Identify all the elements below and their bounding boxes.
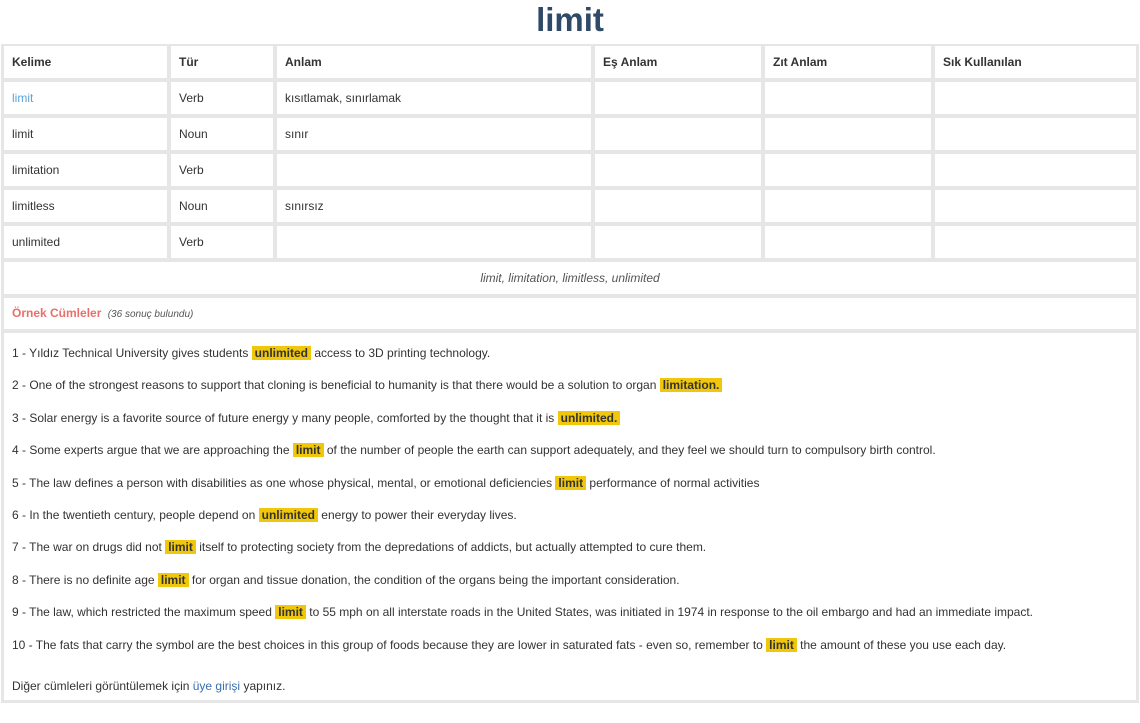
derivatives-list: limit, limitation, limitless, unlimited (4, 262, 1136, 294)
word-meaning (277, 154, 591, 186)
sentence-text: 7 - The war on drugs did not (12, 540, 166, 555)
table-row (4, 118, 1136, 150)
word-cell: unlimited (4, 226, 167, 258)
example-sentences (4, 333, 1136, 700)
word-meaning: kısıtlamak, sınırlamak (277, 82, 591, 114)
highlight: limit (293, 443, 324, 457)
word-synonym (595, 190, 761, 222)
highlight: limit (158, 573, 189, 587)
word-cell: limitation (4, 154, 167, 186)
word-meaning: sınır (277, 118, 591, 150)
highlight: limit (766, 638, 797, 652)
sentence-text: 6 - In the twentieth century, people depend on (12, 507, 259, 522)
word-cell: limitless (4, 190, 167, 222)
word-link[interactable]: limit (4, 82, 167, 114)
sentence-text: 10 - The fats that carry the symbol are the best choices in this group of foods because they are lower in saturated fats - even so, remember to (12, 637, 767, 652)
header-zit-anlam: Zıt Anlam (765, 46, 931, 78)
word-synonym (595, 82, 761, 114)
highlight: unlimited (259, 508, 318, 522)
list-item (12, 596, 1128, 628)
sentence-text: 8 - There is no definite age (12, 572, 158, 587)
list-item (12, 369, 1128, 401)
highlight: unlimited (252, 346, 311, 360)
list-item (12, 434, 1128, 466)
table-row (4, 82, 1136, 114)
highlight: limit (165, 540, 196, 554)
word-meaning: sınırsız (277, 190, 591, 222)
word-antonym (765, 190, 931, 222)
highlight: limit (555, 476, 586, 490)
table-row (4, 226, 1136, 258)
word-cell: limit (4, 118, 167, 150)
login-prompt (12, 671, 1128, 701)
header-es-anlam: Eş Anlam (595, 46, 761, 78)
header-sik-kullanilan: Sık Kullanılan (935, 46, 1136, 78)
list-item (12, 564, 1128, 596)
word-antonym (765, 154, 931, 186)
sentence-text: 2 - One of the strongest reasons to support that cloning is beneficial to humanity is that there would be a solution to organ (12, 378, 660, 393)
word-table (0, 42, 1140, 262)
login-prompt-text: Diğer cümleleri görüntülemek için (12, 678, 193, 693)
word-type: Verb (171, 154, 273, 186)
dictionary-panel (1, 44, 1139, 703)
list-item (12, 499, 1128, 531)
examples-heading: Örnek Cümleler (12, 306, 102, 320)
table-row (4, 154, 1136, 186)
sentence-text: 5 - The law defines a person with disabilities as one whose physical, mental, or emotional deficiencies (12, 475, 556, 490)
word-synonym (595, 154, 761, 186)
word-type: Verb (171, 226, 273, 258)
word-common (935, 118, 1136, 150)
word-common (935, 190, 1136, 222)
sentence-text: access to 3D printing technology. (311, 346, 491, 360)
word-meaning (277, 226, 591, 258)
highlight: limitation. (660, 378, 723, 392)
sentence-text: performance of normal activities (586, 475, 760, 490)
sentence-text: energy to power their everyday lives. (317, 507, 517, 522)
header-tur: Tür (171, 46, 273, 78)
word-antonym (765, 82, 931, 114)
list-item (12, 337, 1128, 369)
word-antonym (765, 118, 931, 150)
list-item (12, 629, 1128, 661)
sentence-text: 9 - The law, which restricted the maximum speed (12, 605, 276, 620)
word-antonym (765, 226, 931, 258)
list-item (12, 402, 1128, 434)
sentence-text: 1 - Yıldız Technical University gives students (12, 346, 252, 360)
word-synonym (595, 226, 761, 258)
examples-header (4, 298, 1136, 329)
sentence-text: itself to protecting society from the depredations of addicts, but actually attempted to cure them. (195, 540, 707, 555)
header-kelime: Kelime (4, 46, 167, 78)
word-common (935, 82, 1136, 114)
table-header-row (4, 46, 1136, 78)
sentence-text: of the number of people the earth can support adequately, and they feel we should turn to compulsory birth control. (323, 443, 936, 458)
word-type: Verb (171, 82, 273, 114)
word-common (935, 226, 1136, 258)
list-item (12, 531, 1128, 563)
highlight: limit (275, 605, 306, 619)
list-item (12, 467, 1128, 499)
header-anlam: Anlam (277, 46, 591, 78)
sentence-text: to 55 mph on all interstate roads in the United States, was initiated in 1974 in response to the oil embargo and had an immediate impact. (305, 605, 1034, 620)
word-common (935, 154, 1136, 186)
login-prompt-text: yapınız. (240, 678, 286, 693)
word-type: Noun (171, 190, 273, 222)
examples-count: (36 sonuç bulundu) (107, 309, 194, 320)
table-row (4, 190, 1136, 222)
sentence-text: 4 - Some experts argue that we are approaching the (12, 443, 293, 458)
sentence-text: for organ and tissue donation, the condition of the organs being the important consideration. (188, 572, 680, 587)
page-title: limit (536, 1, 604, 38)
word-type: Noun (171, 118, 273, 150)
word-synonym (595, 118, 761, 150)
highlight: unlimited. (558, 411, 621, 425)
member-login-link[interactable]: üye girişi (192, 678, 241, 693)
sentence-text: 3 - Solar energy is a favorite source of future energy y many people, comforted by the thought that it is (12, 410, 558, 425)
sentence-text: the amount of these you use each day. (796, 637, 1007, 652)
